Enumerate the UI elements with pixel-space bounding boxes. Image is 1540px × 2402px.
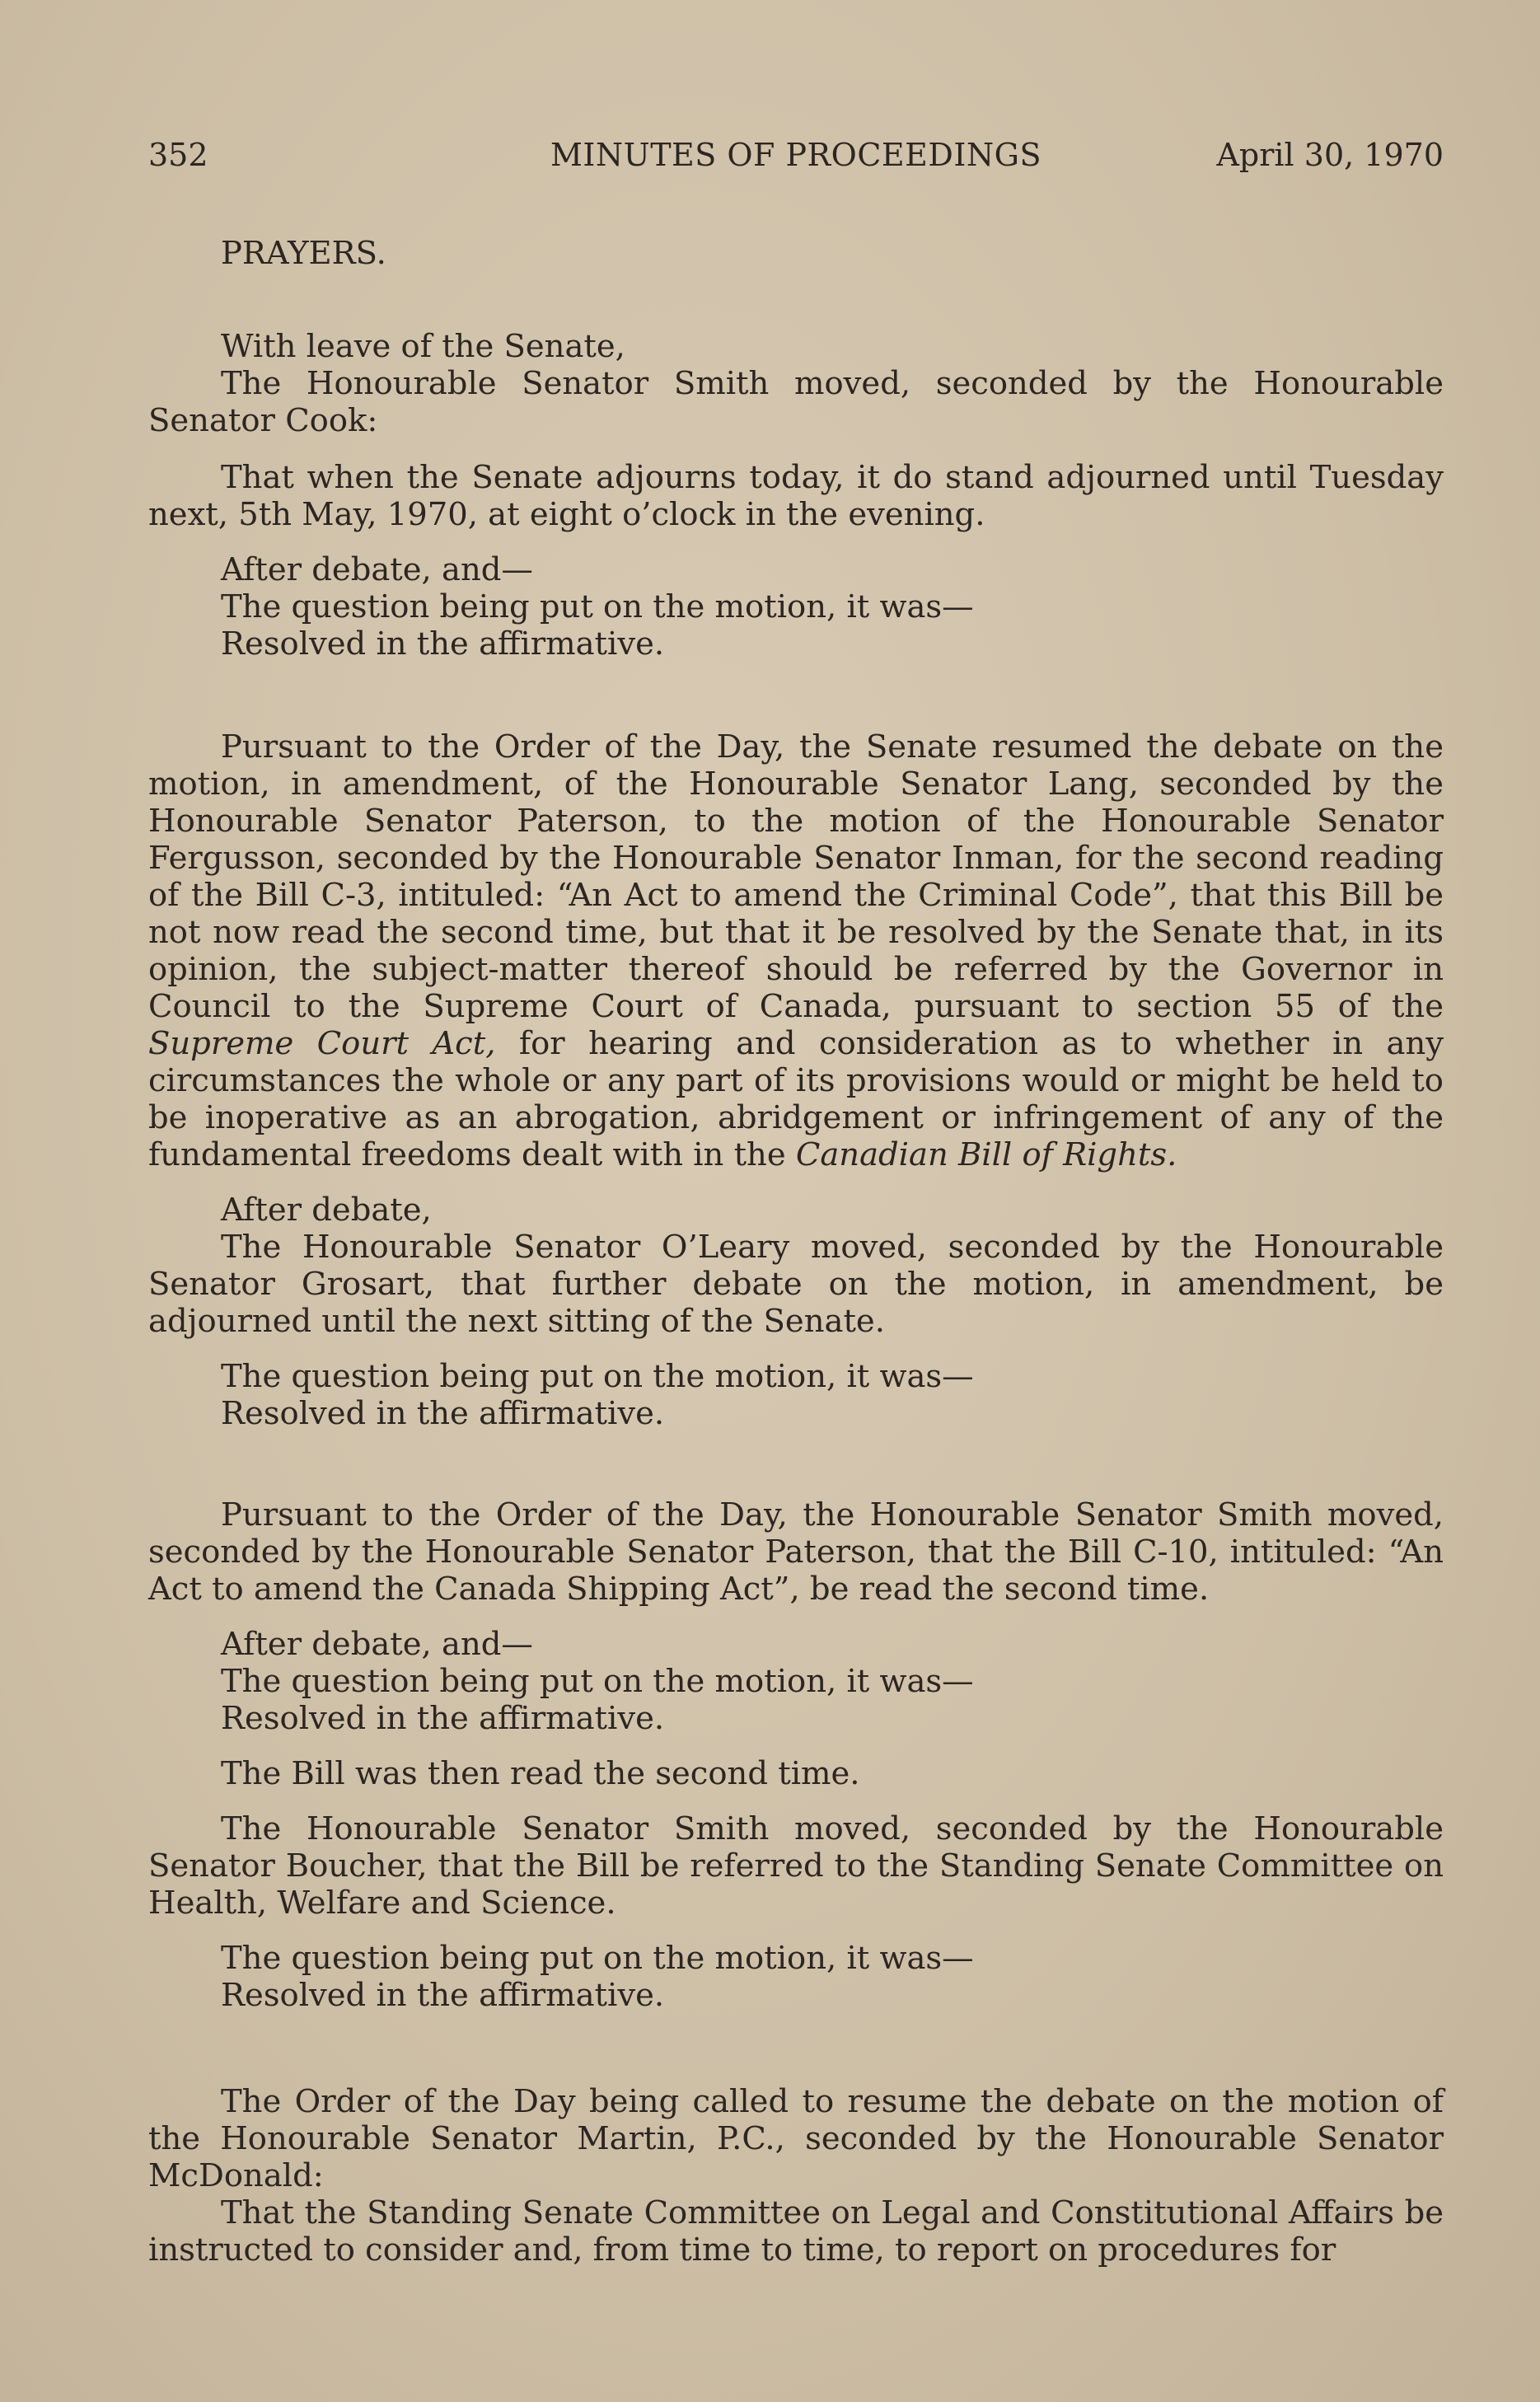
- question-line-3: The question being put on the motion, it was—: [221, 1663, 974, 1700]
- paragraph-adjourn-motion: That when the Senate adjourns today, it do stand adjourned until Tuesday next, 5th May, 1970, at eight o’clock in the evening.: [148, 459, 1444, 533]
- page-title: MINUTES OF PROCEEDINGS: [550, 137, 1041, 173]
- page-header: [148, 130, 1444, 180]
- paragraph-order-c10: Pursuant to the Order of the Day, the Honourable Senator Smith moved, seconded by the Honourable Senator Paterson, that the Bill C-10, intituled: “An Act to amend the Canada Shipping Act”, be read the second time.: [148, 1496, 1444, 1608]
- paragraph-order-martin: The Order of the Day being called to resume the debate on the motion of the Honourable Senator Martin, P.C., seconded by the Honourable Senator McDonald:: [148, 2083, 1444, 2194]
- order-c3-text-2: for hearing and consideration as to whether in any circumstances the whole or any part of its provisions would or might be held to be inoperative as an abrogation, abridgement or infringement of any of the fundamental freedoms dealt with in the: [148, 1025, 1444, 1173]
- paragraph-oleary-moved: The Honourable Senator O’Leary moved, seconded by the Honourable Senator Grosart, that further debate on the motion, in amendment, be adjourned until the next sitting of the Senate.: [148, 1229, 1444, 1340]
- question-line-4: The question being put on the motion, it was—: [221, 1940, 974, 1977]
- question-line-1: The question being put on the motion, it was—: [221, 588, 974, 625]
- order-c3-italic-2: Canadian Bill of Rights.: [795, 1136, 1177, 1173]
- paragraph-standing-committee: That the Standing Senate Committee on Legal and Constitutional Affairs be instructed to consider and, from time to time, to report on procedures for: [148, 2194, 1444, 2269]
- after-debate-and-3: After debate, and—: [221, 1626, 533, 1663]
- resolved-line-2: Resolved in the affirmative.: [221, 1395, 665, 1432]
- after-debate-2: After debate,: [221, 1192, 432, 1229]
- paragraph-bill-read: The Bill was then read the second time.: [221, 1755, 860, 1792]
- paragraph-smith-boucher: The Honourable Senator Smith moved, seconded by the Honourable Senator Boucher, that the Bill be referred to the Standing Senate Committee on Health, Welfare and Science.: [148, 1810, 1444, 1922]
- page-number: 352: [148, 137, 208, 173]
- page-date: April 30, 1970: [1216, 137, 1444, 173]
- paragraph-moved-cook: The Honourable Senator Smith moved, seconded by the Honourable Senator Cook:: [148, 365, 1444, 439]
- document-body: [148, 235, 1444, 2269]
- resolved-line-1: Resolved in the affirmative.: [221, 625, 665, 663]
- resolved-line-4: Resolved in the affirmative.: [221, 1977, 665, 2014]
- order-c3-italic-1: Supreme Court Act,: [148, 1025, 496, 1062]
- resolved-line-3: Resolved in the affirmative.: [221, 1700, 665, 1737]
- after-debate-and-1: After debate, and—: [221, 551, 533, 588]
- paragraph-leave: With leave of the Senate,: [221, 328, 625, 365]
- prayers-heading: PRAYERS.: [221, 235, 386, 272]
- question-line-2: The question being put on the motion, it was—: [221, 1358, 974, 1395]
- order-c3-text-1: Pursuant to the Order of the Day, the Senate resumed the debate on the motion, in amendment, of the Honourable Senator Lang, seconded by the Honourable Senator Paterson, to the motion of the Honourable Senator Fergusson, seconded by the Honourable Senator Inman, for the second reading of the Bill C-3, intituled: “An Act to amend the Criminal Code”, that this Bill be not now read the second time, but that it be resolved by the Senate that, in its opinion, the subject-matter thereof should be referred by the Governor in Council to the Supreme Court of Canada, pursuant to section 55 of the: [148, 728, 1444, 1025]
- paragraph-order-c3: [148, 728, 1444, 1173]
